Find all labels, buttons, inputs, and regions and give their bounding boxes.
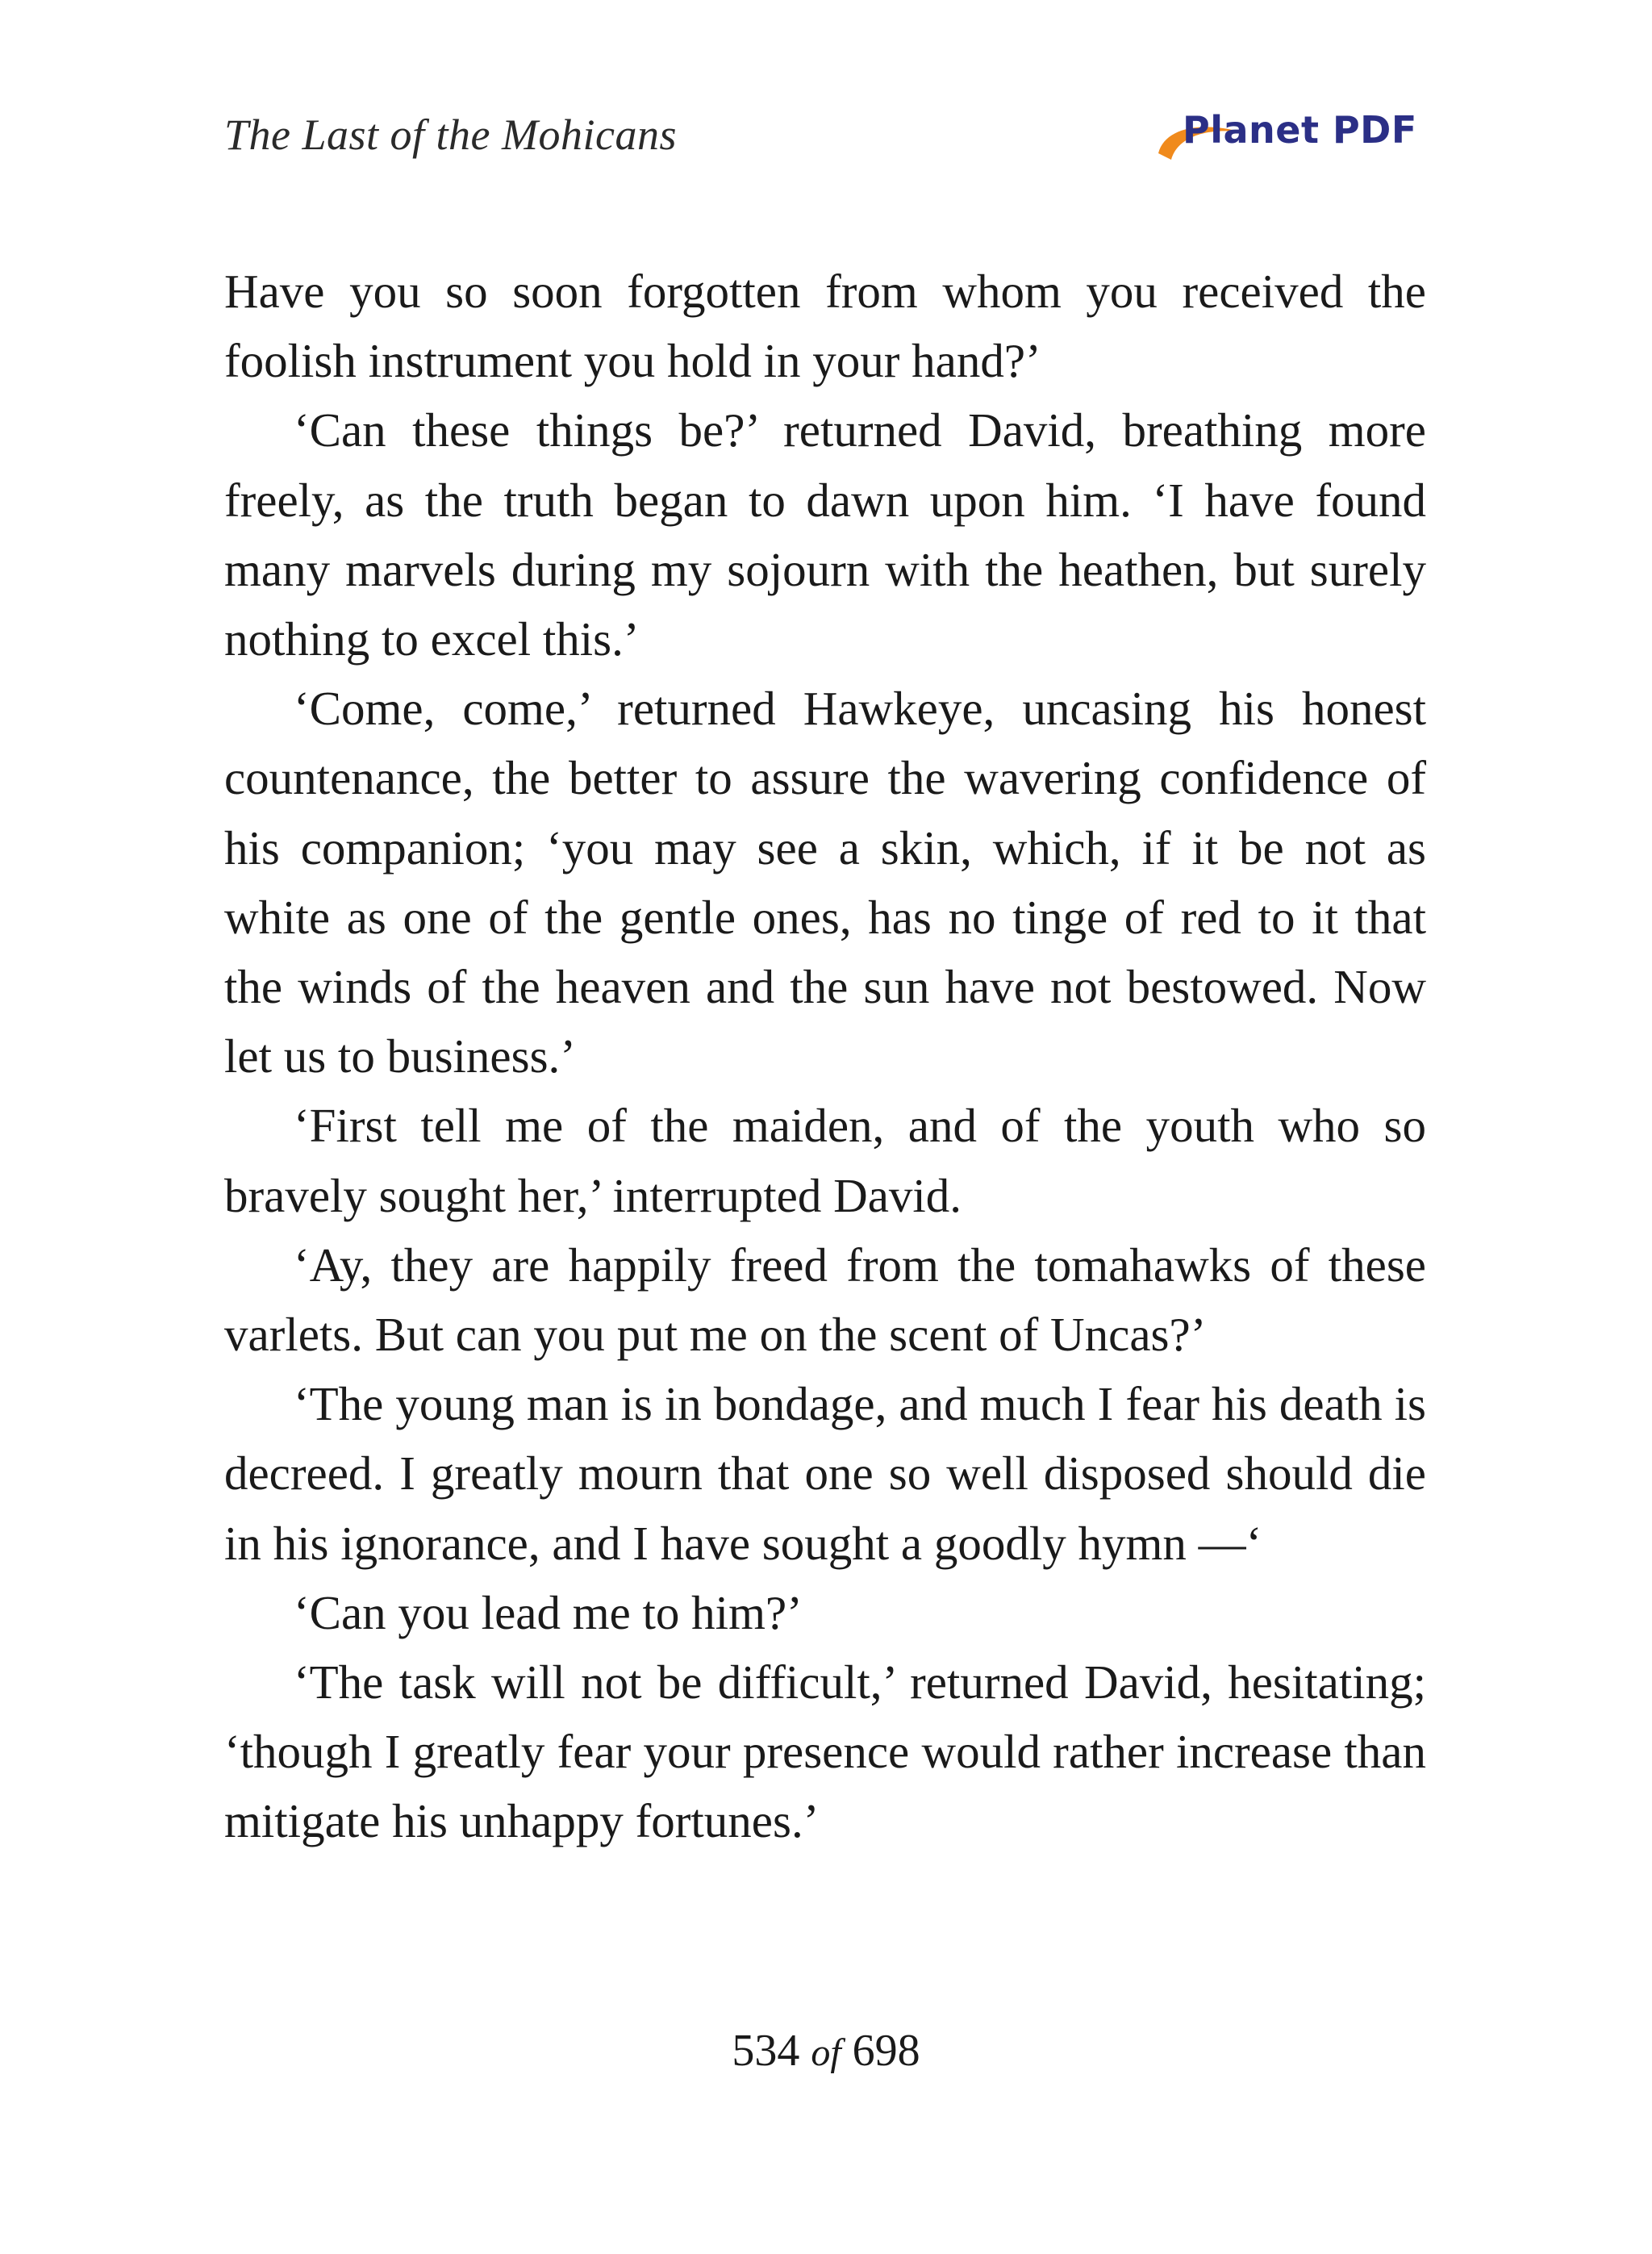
planet-pdf-logo: [1153, 103, 1428, 168]
page-current: 534: [732, 2026, 800, 2076]
logo-text: Planet PDF: [1183, 108, 1417, 152]
paragraph: ‘The young man is in bondage, and much I fear his death is decreed. I greatly mourn that one so well disposed should die in his ignorance, and I have sought a goodly hymn —‘: [224, 1377, 1426, 1570]
book-title: The Last of the Mohicans: [224, 111, 677, 159]
paragraph: ‘First tell me of the maiden, and of the youth who so bravely sought her,’ interrupted David.: [224, 1099, 1426, 1222]
page-of-label: of: [811, 2031, 841, 2074]
page-header: [224, 103, 1428, 176]
paragraph: ‘Ay, they are happily freed from the tomahawks of these varlets. But can you put me on the scent of Uncas?’: [224, 1238, 1426, 1362]
page-body: [224, 257, 1426, 1856]
paragraph: ‘The task will not be difficult,’ returned David, hesitating; ‘though I greatly fear your presence would rather increase than mitigate his unhappy fortunes.’: [224, 1655, 1426, 1848]
paragraph: Have you so soon forgotten from whom you received the foolish instrument you hold in your hand?’: [224, 265, 1426, 388]
paragraph: ‘Come, come,’ returned Hawkeye, uncasing his honest countenance, the better to assure the wavering confidence of his companion; ‘you may see a skin, which, if it be not as white as one of the gentle ones, has no tinge of red to it that the winds of the heaven and the sun have not bestowed. Now let us to business.’: [224, 682, 1426, 1083]
page-number: [0, 2025, 1652, 2077]
paragraph: ‘Can you lead me to him?’: [294, 1585, 803, 1639]
page-total: 698: [852, 2026, 920, 2076]
paragraph: ‘Can these things be?’ returned David, breathing more freely, as the truth began to dawn upon him. ‘I have found many marvels during my sojourn with the heathen, but surely nothing to excel this.’: [224, 403, 1426, 666]
